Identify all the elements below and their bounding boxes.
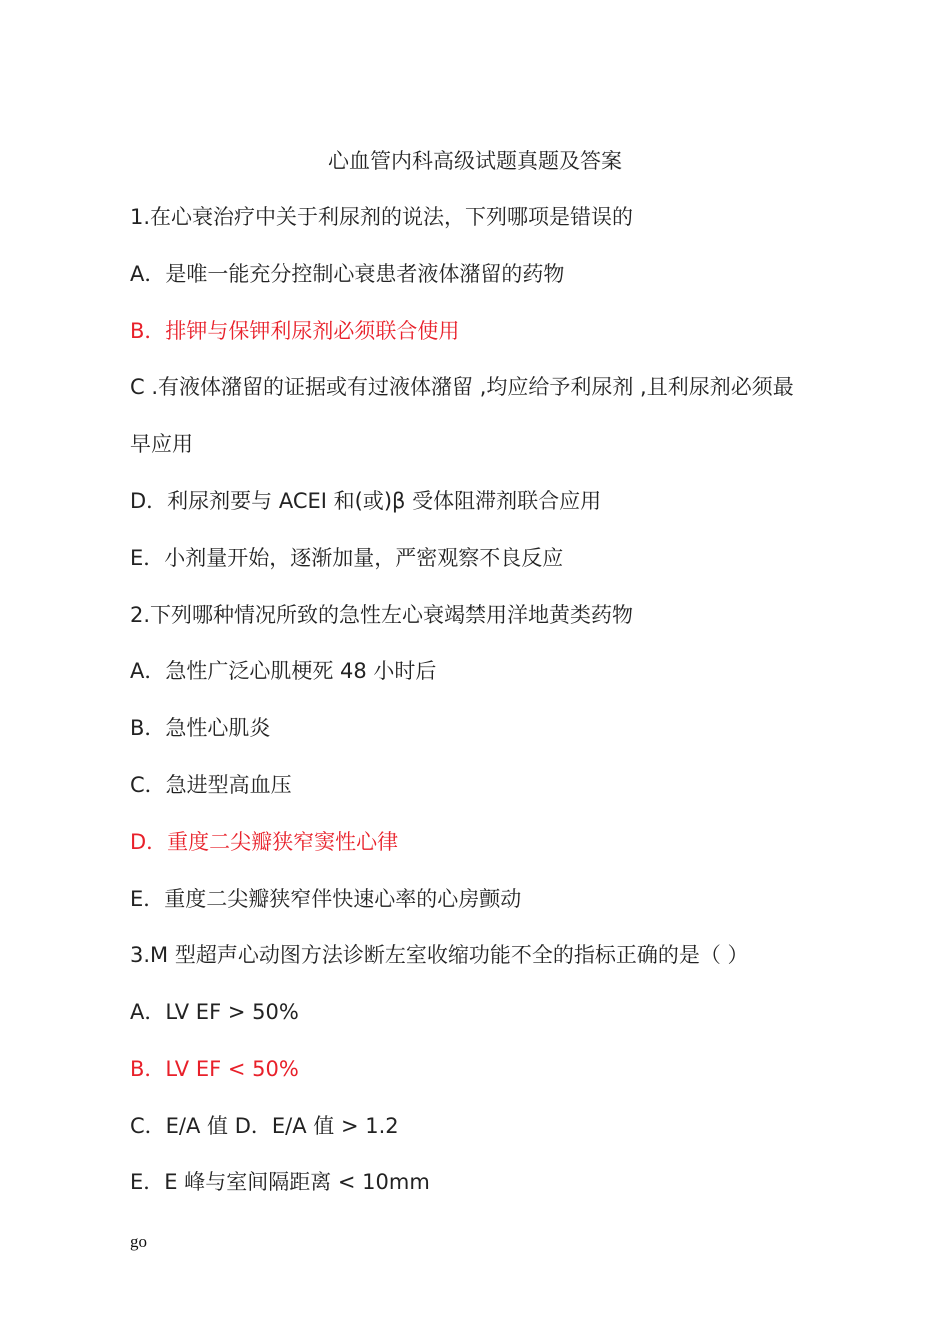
question-1: 1.在心衰治疗中关于利尿剂的说法，下列哪项是错误的 xyxy=(130,205,634,229)
question-3: 3.M 型超声心动图方法诊断左室收缩功能不全的指标正确的是（ ） xyxy=(130,943,749,967)
q1-option-c-continued: 早应用 xyxy=(130,432,193,456)
document-title: 心血管内科高级试题真题及答案 xyxy=(328,149,622,173)
q3-option-c-d: C．E/A 值 D．E/A 值 > 1.2 xyxy=(130,1114,399,1138)
page-footer: go xyxy=(130,1232,147,1251)
q3-option-a: A．LV EF > 50% xyxy=(130,1000,299,1024)
q3-option-b-answer: B．LV EF < 50% xyxy=(130,1057,299,1081)
question-2: 2.下列哪种情况所致的急性左心衰竭禁用洋地黄类药物 xyxy=(130,603,634,627)
q2-option-e: E．重度二尖瓣狭窄伴快速心率的心房颤动 xyxy=(130,887,522,911)
q3-option-e: E．E 峰与室间隔距离 < 10mm xyxy=(130,1170,430,1194)
q1-option-c: C .有液体潴留的证据或有过液体潴留 ,均应给予利尿剂 ,且利尿剂必须最 xyxy=(130,375,794,399)
q1-option-a: A．是唯一能充分控制心衰患者液体潴留的药物 xyxy=(130,262,565,286)
q2-option-c: C．急进型高血压 xyxy=(130,773,292,797)
q1-option-d: D．利尿剂要与 ACEI 和(或)β 受体阻滞剂联合应用 xyxy=(130,489,602,513)
q1-option-e: E．小剂量开始，逐渐加量，严密观察不良反应 xyxy=(130,546,564,570)
q2-option-a: A．急性广泛心肌梗死 48 小时后 xyxy=(130,659,437,683)
q2-option-d-answer: D．重度二尖瓣狭窄窦性心律 xyxy=(130,830,399,854)
q2-option-b: B．急性心肌炎 xyxy=(130,716,271,740)
q1-option-b-answer: B．排钾与保钾利尿剂必须联合使用 xyxy=(130,319,460,343)
